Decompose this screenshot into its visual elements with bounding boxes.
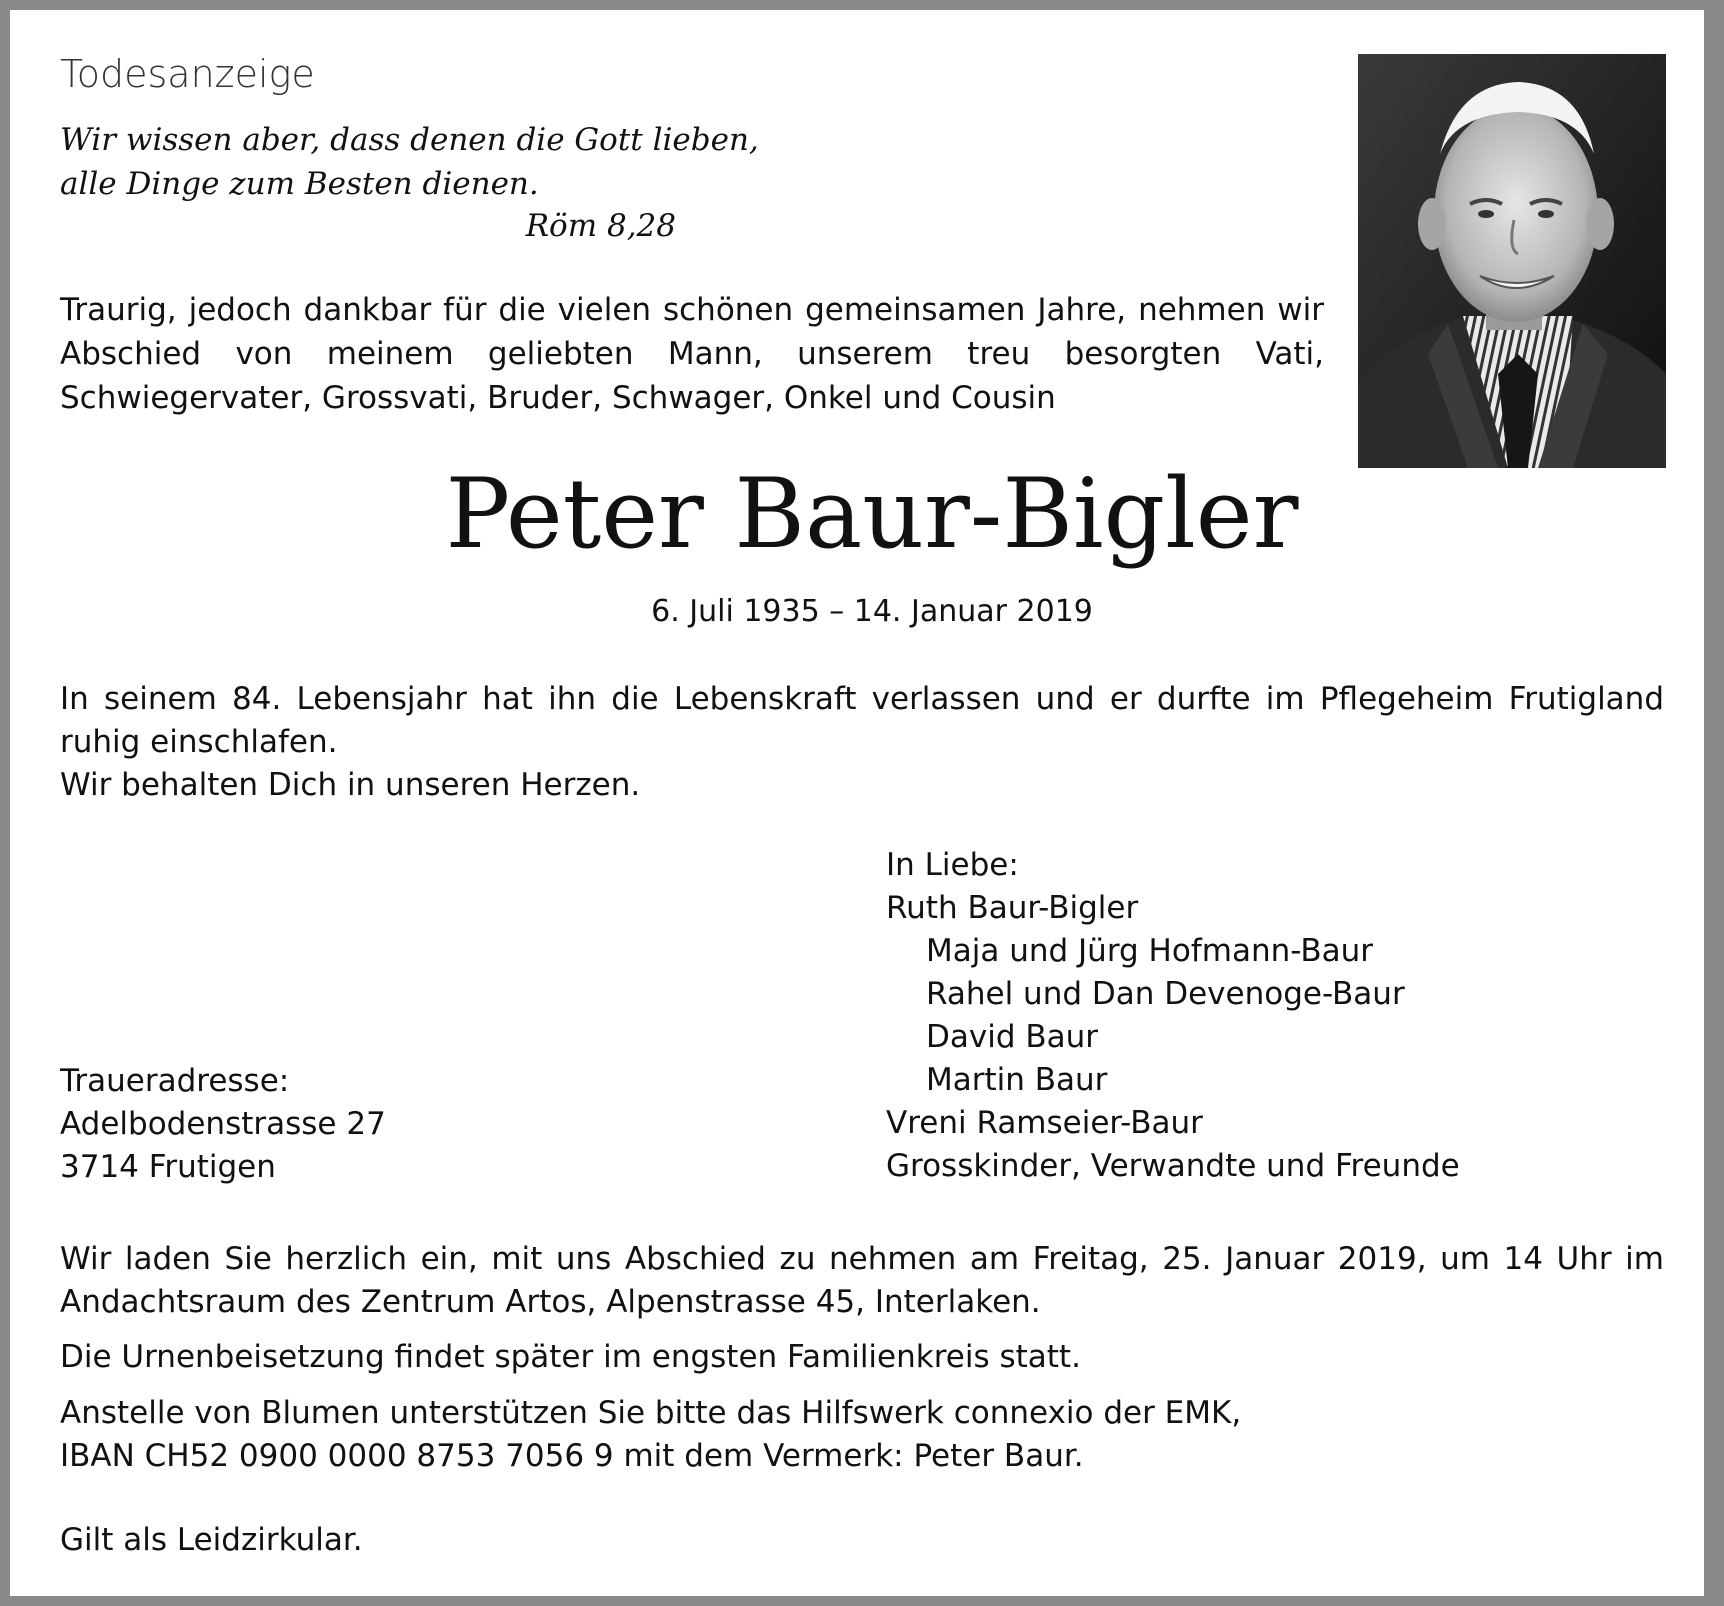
- address-city: 3714 Frutigen: [60, 1149, 276, 1185]
- verse-line-2: alle Dinge zum Besten dienen.: [60, 166, 539, 202]
- donation-line-2: IBAN CH52 0900 0000 8753 7056 9 mit dem Vermerk: Peter Baur.: [60, 1438, 1084, 1474]
- verse-line-1: Wir wissen aber, dass denen die Gott lieben,: [60, 122, 759, 158]
- mourner-child: Martin Baur: [926, 1062, 1108, 1098]
- obituary-body: [60, 678, 1664, 807]
- mourner-spouse: Ruth Baur-Bigler: [886, 890, 1139, 926]
- donation-line-1: Anstelle von Blumen unterstützen Sie bitte das Hilfswerk connexio der EMK,: [60, 1395, 1242, 1431]
- mourner-child: Maja und Jürg Hofmann-Baur: [926, 933, 1373, 969]
- circular-notice: Gilt als Leidzirkular.: [60, 1522, 363, 1558]
- donation-notice: [60, 1392, 1241, 1478]
- intro-text: Traurig, jedoch dankbar für die vielen schönen gemeinsamen Jahre, nehmen wir Abschied von meinem geliebten Mann, unserem treu besorgten Vati, Schwiegervater, Grossvati, Bruder, Schwager, Onkel und Cousin: [60, 292, 1324, 416]
- address-label: Traueradresse:: [60, 1063, 290, 1099]
- mourners-heading: In Liebe:: [886, 847, 1019, 883]
- obituary-card: [10, 10, 1704, 1596]
- urn-notice: Die Urnenbeisetzung findet später im engsten Familienkreis statt.: [60, 1339, 1081, 1375]
- deceased-name: Peter Baur-Bigler: [445, 458, 1299, 570]
- mourner-others: Grosskinder, Verwandte und Freunde: [886, 1148, 1460, 1184]
- portrait-photo: [1358, 54, 1666, 468]
- mourners-list: [886, 844, 1460, 1188]
- mourner-sibling: Vreni Ramseier-Baur: [886, 1105, 1203, 1141]
- mourning-address: [60, 1060, 386, 1189]
- body-paragraph-2: Wir behalten Dich in unseren Herzen.: [60, 767, 641, 803]
- body-paragraph-1: In seinem 84. Lebensjahr hat ihn die Lebenskraft verlassen und er durfte im Pflegeheim Frutigland ruhig einschlafen.: [60, 681, 1664, 760]
- mourner-child: David Baur: [926, 1019, 1099, 1055]
- bible-verse: [60, 118, 759, 206]
- mourner-child: Rahel und Dan Devenoge-Baur: [926, 976, 1405, 1012]
- verse-reference: Röm 8,28: [525, 208, 676, 244]
- funeral-invitation: Wir laden Sie herzlich ein, mit uns Abschied zu nehmen am Freitag, 25. Januar 2019, um 14 Uhr im Andachtsraum des Zentrum Artos, Alpenstrasse 45, Interlaken.: [60, 1241, 1664, 1320]
- address-street: Adelbodenstrasse 27: [60, 1106, 386, 1142]
- portrait-illustration: [1358, 54, 1666, 468]
- life-dates: 6. Juli 1935 – 14. Januar 2019: [651, 594, 1093, 629]
- notice-kicker: Todesanzeige: [60, 52, 315, 96]
